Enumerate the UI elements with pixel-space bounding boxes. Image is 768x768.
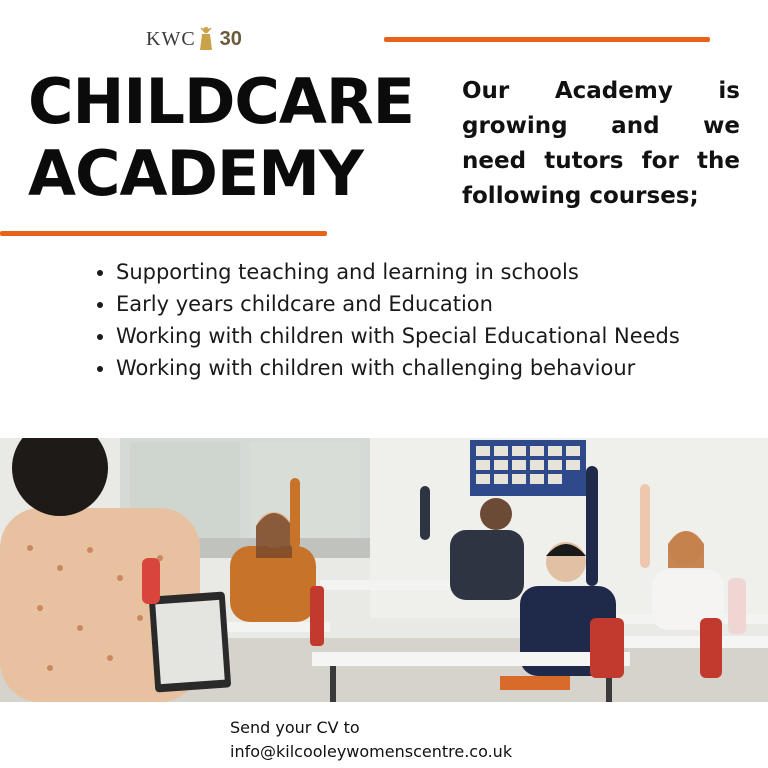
page-title: [28, 66, 414, 210]
figure-logo-icon: [198, 26, 214, 52]
classroom-illustration: [0, 438, 768, 702]
course-list: [88, 256, 728, 384]
course-item: • Supporting teaching and learning in schools: [116, 256, 728, 288]
kwc-logo: [146, 22, 250, 56]
classroom-photo: [0, 438, 768, 702]
footer-cta-text: Send your CV to: [230, 718, 360, 737]
logo-anniversary-number: 30: [219, 27, 242, 50]
course-item: • Early years childcare and Education: [116, 288, 728, 320]
course-item: • Working with children with Special Educational Needs: [116, 320, 728, 352]
middle-accent-line: [0, 231, 327, 236]
course-item: • Working with children with challenging behaviour: [116, 352, 728, 384]
footer-contact: [230, 716, 512, 764]
logo-text: KWC: [146, 27, 196, 50]
intro-text: Our Academy is growing and we need tutors for the following courses;: [462, 78, 740, 209]
title-line-1: CHILDCARE: [28, 65, 415, 138]
top-accent-line: [384, 37, 710, 42]
contact-email[interactable]: info@kilcooleywomenscentre.co.uk: [230, 742, 513, 761]
title-line-2: ACADEMY: [28, 137, 363, 210]
